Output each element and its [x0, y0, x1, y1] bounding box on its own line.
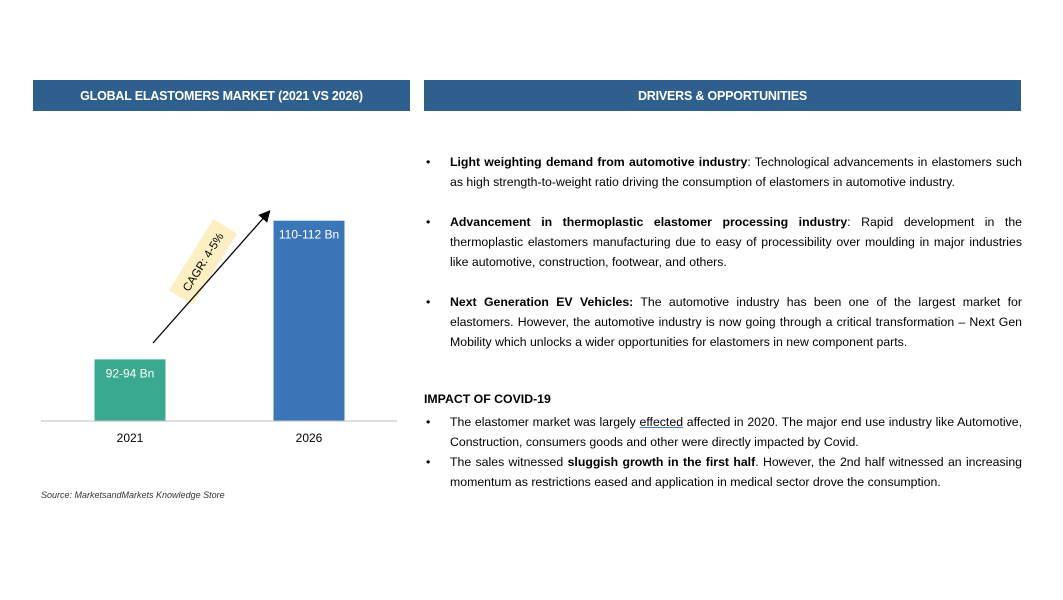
driver-title: Next Generation EV Vehicles: [450, 295, 634, 309]
covid-list [424, 412, 1022, 492]
driver-text: The automotive industry has been one of the largest market for elastomers. However, the automotive industry is now going through a critical transformation – Next Gen Mobility which unlocks a wider opportunities for elastomers in new component parts. [450, 295, 1022, 349]
driver-item [424, 212, 1022, 272]
driver-text: : Rapid development in the thermoplastic elastomers manufacturing due to easy of processibility over moulding in major industries like automotive, construction, footwear, and others. [450, 215, 1022, 269]
driver-item [424, 152, 1022, 192]
x-tick-2026: 2026 [295, 431, 323, 445]
data-label-2026: 110-112 Bn [278, 227, 340, 242]
covid-text: affected in 2020. The major end use industry like Automotive, Construction, consumers goods and other were directly impacted by Covid. [450, 415, 1023, 449]
covid-text: . However, the 2nd half witnessed an increasing momentum as restrictions eased and application in medical sector drove the consumption. [450, 455, 1022, 489]
driver-item [424, 292, 1022, 352]
bullet-icon: • [426, 295, 431, 309]
bullet-icon: • [426, 415, 431, 429]
covid-text: The elastomer market was largely [450, 415, 640, 429]
data-label-2021: 92-94 Bn [105, 366, 155, 381]
drivers-list [424, 152, 1022, 372]
covid-text: The sales witnessed [450, 455, 568, 469]
driver-text: : Technological advancements in elastomers such as high strength-to-weight ratio driving the consumption of elastomers in automotive industry. [450, 155, 1022, 189]
covid-item [424, 452, 1022, 492]
driver-title: Advancement in thermoplastic elastomer processing industry [450, 215, 848, 229]
source-note: Source: MarketsandMarkets Knowledge Store [41, 490, 225, 500]
market-bar-chart [0, 0, 420, 480]
covid-item [424, 412, 1022, 452]
covid-underlined-word: effected [639, 415, 684, 429]
driver-title: Light weighting demand from automotive industry [450, 155, 748, 169]
covid-section-title: IMPACT OF COVID-19 [424, 392, 551, 406]
bullet-icon: • [426, 455, 431, 469]
x-tick-2021: 2021 [116, 431, 144, 445]
bullet-icon: • [426, 215, 431, 229]
drivers-panel-header: DRIVERS & OPPORTUNITIES [424, 80, 1021, 111]
bar-2026 [274, 221, 345, 421]
bullet-icon: • [426, 155, 431, 169]
chart-panel-header: GLOBAL ELASTOMERS MARKET (2021 VS 2026) [33, 80, 410, 111]
cagr-label: CAGR: 4-5% [181, 231, 227, 294]
covid-bold-text: sluggish growth in the first half [567, 455, 756, 469]
cagr-annotation [169, 219, 237, 305]
